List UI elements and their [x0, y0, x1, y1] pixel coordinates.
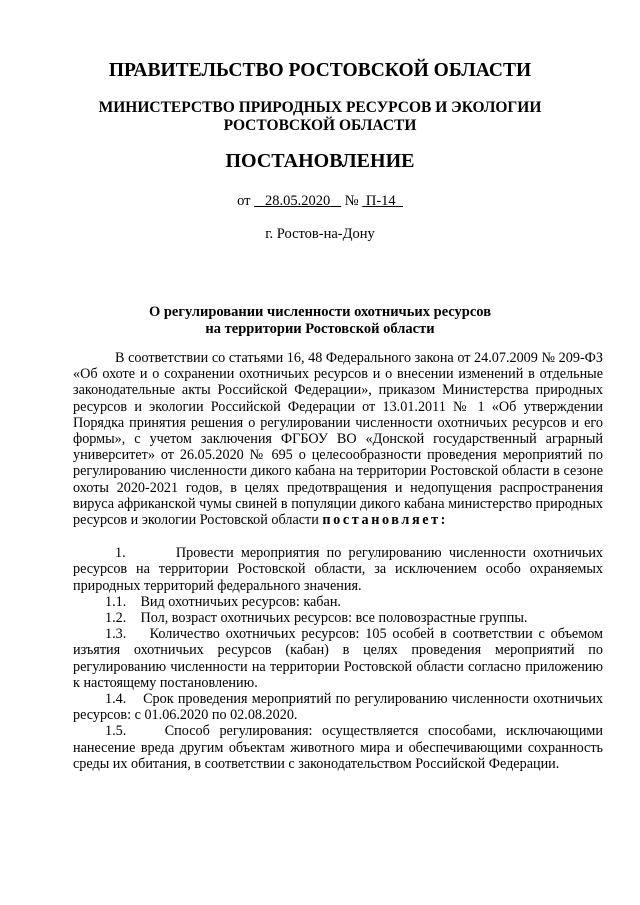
ministry-title — [0, 99, 640, 135]
document-number: П-14 — [365, 193, 396, 209]
document-body — [73, 350, 603, 772]
clause-text: Провести мероприятия по регулированию численности охотничьих ресурсов на территории Ростовской области, за исключением особо охраняемых природных территорий федерального значения. — [73, 545, 603, 594]
clause-text: Вид охотничьих ресурсов: кабан. — [140, 593, 341, 610]
clause-text: Срок проведения мероприятий по регулированию численности охотничьих ресурсов: с 01.06.2020 по 02.08.2020. — [73, 691, 604, 724]
clause-item — [73, 691, 603, 723]
clause-number: 1. — [115, 545, 126, 562]
date-prefix: от — [237, 193, 251, 209]
clause-item — [73, 594, 603, 610]
clause-number: 1.4. — [105, 691, 127, 708]
clause-number: 1.1. — [105, 593, 127, 610]
clause-number: 1.3. — [105, 626, 127, 643]
ministry-title-line1: МИНИСТЕРСТВО ПРИРОДНЫХ РЕСУРСОВ И ЭКОЛОГИИ — [98, 99, 542, 116]
clause-text: Количество охотничьих ресурсов: 105 особей в соответствии с объемом изъятия охотничьих ресурсов (кабан) в целях проведения мероприятий по регулированию численности на территории Ростовской области согласно приложению к настоящему постановлению. — [73, 626, 603, 691]
number-prefix: № — [344, 193, 359, 209]
city-line: г. Ростов-на-Дону — [265, 226, 375, 242]
preamble-text: В соответствии со статьями 16, 48 Федерального закона от 24.07.2009 № 209-ФЗ «Об охоте и о сохранении охотничьих ресурсов и о внесении изменений в отдельные законодательные акты Российской Федерации», приказом Министерства природных ресурсов и экологии Российской Федерации от 13.01.2011 № 1 «Об утверждении Порядка принятия решения о регулировании численности охотничьих ресурсов и его формы», с учетом заключения ФГБОУ ВО «Донской государственный аграрный университет» от 26.05.2020 № 695 о целесообразности проведения мероприятий по регулированию численности дикого кабана на территории Ростовской области в сезоне охоты 2020-2021 годов, в целях предотвращения и недопущения распространения вируса африканской чумы свиней в популяции дикого кабана министерство природных ресурсов и экологии Ростовской области — [73, 350, 603, 529]
ministry-title-line2: РОСТОВСКОЙ ОБЛАСТИ — [223, 117, 417, 134]
document-type-title: ПОСТАНОВЛЕНИЕ — [225, 150, 415, 172]
clause-item — [73, 626, 603, 691]
resolves-word: постановляет: — [322, 512, 449, 529]
clause-text: Пол, возраст охотничьих ресурсов: все половозрастные группы. — [140, 610, 528, 627]
clause-text: Способ регулирования: осуществляется способами, исключающими нанесение вреда другим объектам животного мира и обеспечивающими сохранность среды их обитания, в соответствии с законодательством Российской Федерации. — [73, 723, 603, 772]
government-title: ПРАВИТЕЛЬСТВО РОСТОВСКОЙ ОБЛАСТИ — [108, 60, 532, 81]
date-number-line — [0, 193, 640, 210]
preamble-paragraph — [73, 350, 603, 528]
document-date: 28.05.2020 — [265, 193, 331, 209]
subject-title — [0, 304, 640, 338]
clause-item — [73, 610, 603, 626]
subject-line2: на территории Ростовской области — [205, 321, 435, 337]
clause-item — [73, 723, 603, 772]
clause-item — [73, 545, 603, 594]
clause-number: 1.5. — [105, 723, 127, 740]
subject-line1: О регулировании численности охотничьих ресурсов — [148, 304, 492, 320]
paragraph-gap — [73, 528, 603, 545]
clause-number: 1.2. — [105, 610, 127, 627]
